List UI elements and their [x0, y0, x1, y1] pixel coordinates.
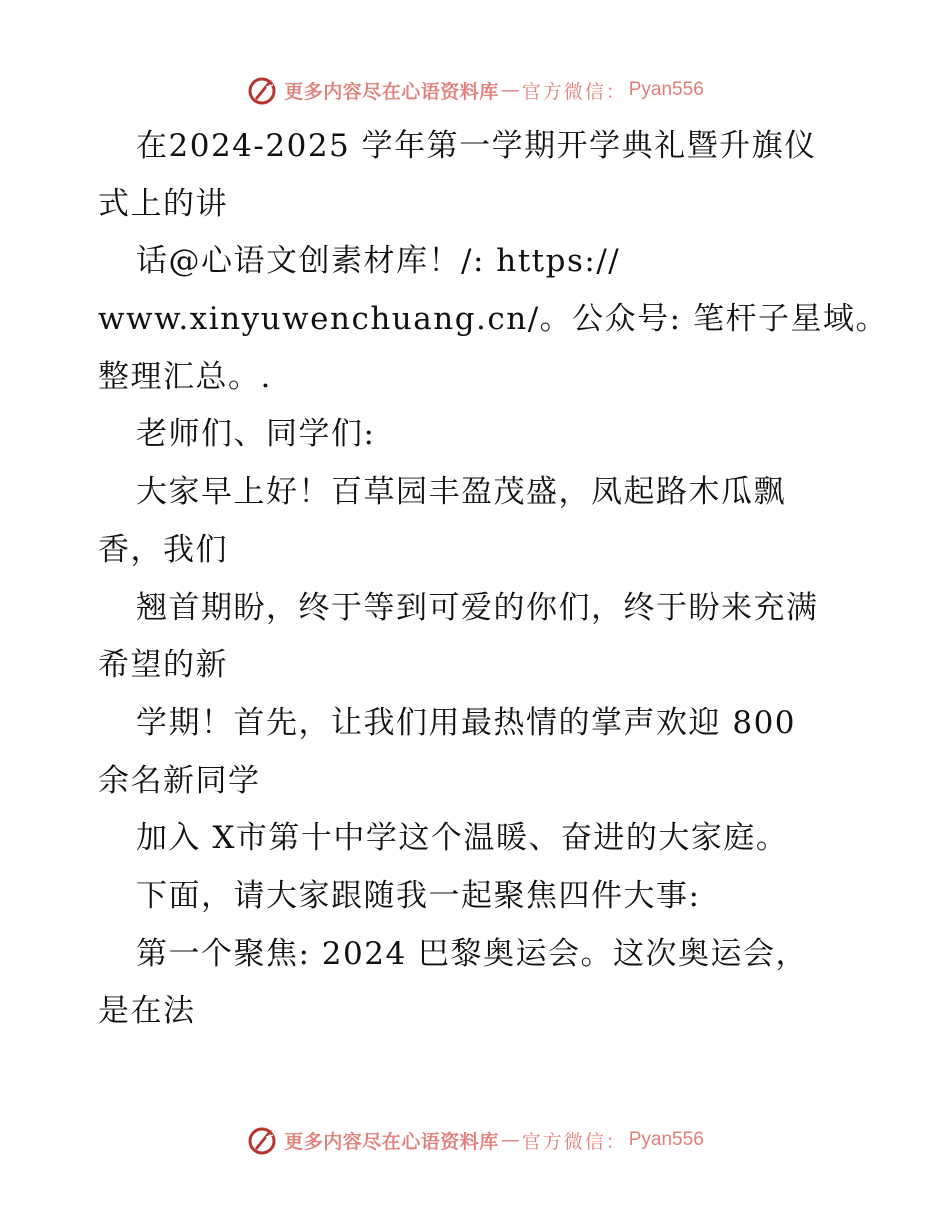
- document-line: 话@心语文创素材库！/: https://: [136, 243, 621, 280]
- document-line: www.xinyuwenchuang.cn/。公众号: 笔杆子星域。: [98, 301, 888, 338]
- document-line: 老师们、同学们:: [136, 416, 376, 453]
- document-line: 学期！首先，让我们用最热情的掌声欢迎 800: [136, 704, 797, 741]
- document-body: [98, 118, 888, 1041]
- document-line: 第一个聚焦: 2024 巴黎奥运会。这次奥运会，: [136, 935, 809, 972]
- footer-wechat-label: 官方微信：: [521, 1130, 627, 1153]
- footer-banner: [0, 1122, 950, 1158]
- document-line: 在2024-2025 学年第一学期开学典礼暨升旗仪: [136, 128, 817, 164]
- footer-brand-text: 更多内容尽在心语资料库: [284, 1130, 499, 1153]
- quill-circle-logo-icon: [246, 74, 278, 106]
- document-line: 是在法: [98, 993, 196, 1030]
- header-brand-text: 更多内容尽在心语资料库: [284, 80, 499, 103]
- document-line: 余名新同学: [98, 762, 261, 799]
- header-wechat-label: 官方微信：: [521, 80, 627, 103]
- header-wechat-id: Pyan556: [628, 79, 704, 100]
- document-line: 翘首期盼，终于等到可爱的你们，终于盼来充满: [136, 589, 819, 626]
- footer-dash: —: [500, 1129, 520, 1151]
- document-line: 整理汇总。.: [98, 358, 272, 395]
- document-line: 式上的讲: [98, 185, 228, 222]
- header-banner: [0, 72, 950, 108]
- footer-wechat-id: Pyan556: [628, 1129, 704, 1150]
- document-line: 香，我们: [98, 531, 228, 568]
- document-line: 希望的新: [98, 647, 228, 684]
- header-dash: —: [500, 79, 520, 101]
- quill-circle-logo-icon: [246, 1124, 278, 1156]
- document-line: 加入 X市第十中学这个温暖、奋进的大家庭。: [136, 820, 789, 857]
- document-line: 大家早上好！百草园丰盈茂盛，凤起路木瓜飘: [136, 474, 786, 511]
- document-line: 下面，请大家跟随我一起聚焦四件大事:: [136, 877, 701, 914]
